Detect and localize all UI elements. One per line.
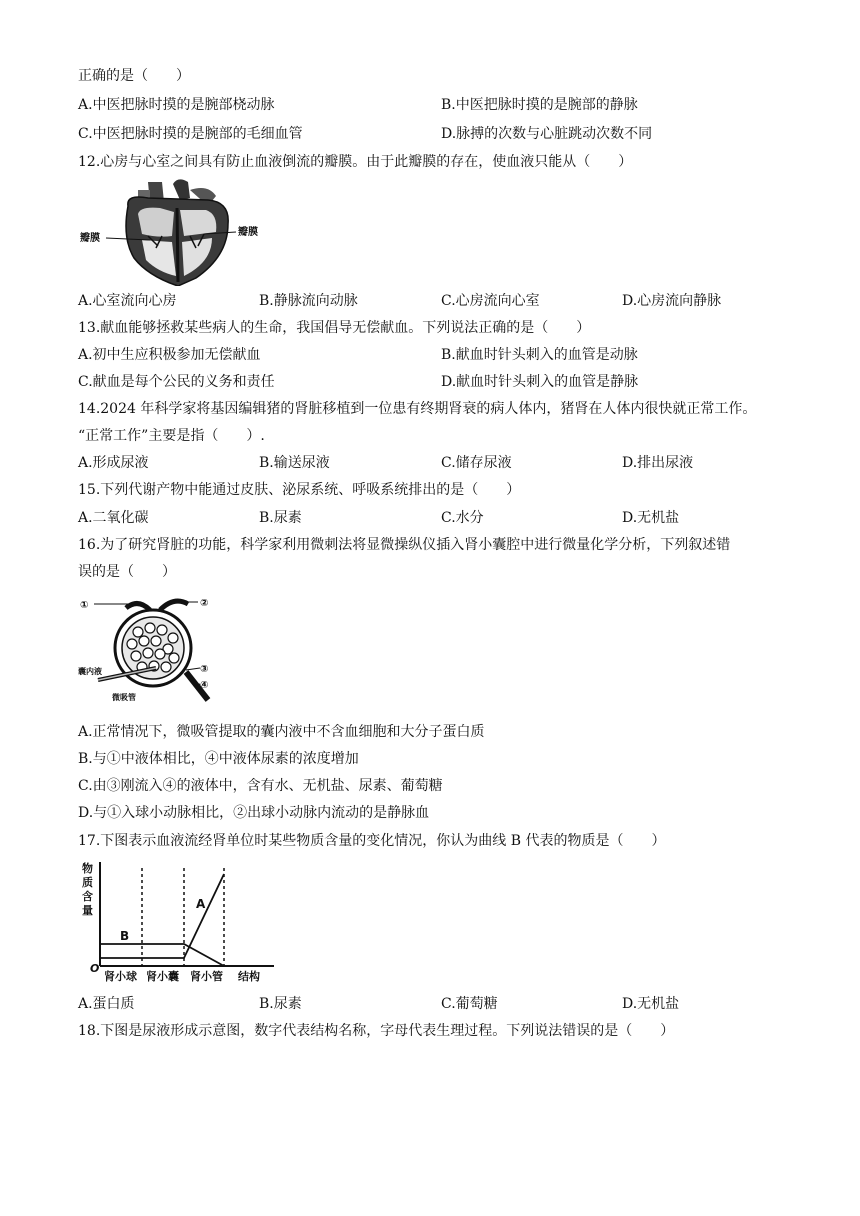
q12-stem: 12.心房与心室之间具有防止血液倒流的瓣膜。由于此瓣膜的存在，使血液只能从（ ） [78,154,633,170]
q16-option-d[interactable]: D.与①入球小动脉相比，②出球小动脉内流动的是静脉血 [78,805,430,821]
q15-option-c[interactable]: C.水分 [441,510,484,526]
curve-b-line [100,944,224,966]
q17-option-b[interactable]: B.尿素 [259,996,302,1012]
valve-label-right: 瓣膜 [238,227,258,238]
q15-option-d[interactable]: D.无机盐 [622,510,680,526]
q13-stem: 13.献血能够拯救某些病人的生命，我国倡导无偿献血。下列说法正确的是（ ） [78,320,591,336]
q15-option-b[interactable]: B.尿素 [259,510,302,526]
q14-option-a[interactable]: A.形成尿液 [78,455,149,471]
q14-option-d[interactable]: D.排出尿液 [622,455,694,471]
y-axis-label-3: 含 [82,890,93,903]
y-axis-label-2: 质 [82,876,93,889]
q11-option-c[interactable]: C.中医把脉时摸的是腕部的毛细血管 [78,126,303,142]
q16-stem-line2: 误的是（ ） [78,564,176,580]
label-4: ④ [200,680,209,691]
q15-stem: 15.下列代谢产物中能通过皮肤、泌尿系统、呼吸系统排出的是（ ） [78,482,521,498]
label-3: ③ [200,664,209,675]
q17-option-d[interactable]: D.无机盐 [622,996,680,1012]
q13-option-b[interactable]: B.献血时针头刺入的血管是动脉 [441,347,638,363]
x-tick-label-2: 肾小囊 [146,970,179,983]
q13-option-a[interactable]: A.初中生应积极参加无偿献血 [78,347,261,363]
q12-option-a[interactable]: A.心室流向心房 [78,293,177,309]
q17-option-a[interactable]: A.蛋白质 [78,996,135,1012]
series-b-label: B [120,929,130,943]
q12-option-c[interactable]: C.心房流向心室 [441,293,540,309]
q16-stem-line1: 16.为了研究肾脏的功能，科学家利用微刺法将显微操纵仪插入肾小囊腔中进行微量化学分析，下列叙述错 [78,537,731,553]
q11-option-b[interactable]: B.中医把脉时摸的是腕部的静脉 [441,97,638,113]
nephron-micropuncture-diagram [78,592,228,710]
label-1: ① [80,600,89,611]
label-capsular-fluid: 囊内液 [78,667,102,676]
q11-option-a[interactable]: A.中医把脉时摸的是腕部桡动脉 [78,97,275,113]
origin-label: O [90,962,100,975]
q17-stem: 17.下图表示血液流经肾单位时某些物质含量的变化情况，你认为曲线 B 代表的物质是（ ） [78,833,666,849]
q18-stem: 18.下图是尿液形成示意图，数字代表结构名称，字母代表生理过程。下列说法错误的是（ ） [78,1023,675,1039]
label-micropipette: 微吸管 [112,693,136,702]
y-axis-label-4: 量 [82,904,93,917]
q11-stem-continuation: 正确的是（ ） [78,68,190,84]
q16-option-c[interactable]: C.由③刚流入④的液体中，含有水、无机盐、尿素、葡萄糖 [78,778,443,794]
valve-label-left: 瓣膜 [80,233,100,244]
x-tick-label-1: 肾小球 [104,970,137,983]
q15-option-a[interactable]: A.二氧化碳 [78,510,149,526]
q11-option-d[interactable]: D.脉搏的次数与心脏跳动次数不同 [441,126,653,142]
x-tick-label-3: 肾小管 [190,970,223,983]
series-a-label: A [196,897,206,911]
q12-option-b[interactable]: B.静脉流向动脉 [259,293,358,309]
label-2: ② [200,598,209,609]
q13-option-c[interactable]: C.献血是每个公民的义务和责任 [78,374,275,390]
x-axis-label: 结构 [238,970,260,983]
q14-stem-line2: “正常工作”主要是指（ ）. [78,428,265,444]
q16-option-b[interactable]: B.与①中液体相比，④中液体尿素的浓度增加 [78,751,359,767]
curve-a-line [100,874,224,958]
q17-option-c[interactable]: C.葡萄糖 [441,996,498,1012]
y-axis-label-1: 物 [82,862,93,875]
q12-option-d[interactable]: D.心房流向静脉 [622,293,722,309]
q13-option-d[interactable]: D.献血时针头刺入的血管是静脉 [441,374,639,390]
substance-content-chart [78,856,288,986]
q14-option-b[interactable]: B.输送尿液 [259,455,330,471]
q14-stem-line1: 14.2024 年科学家将基因编辑猪的肾脏移植到一位患有终期肾衰的病人体内，猪肾在人体内很快就正常工作。 [78,401,757,417]
q16-option-a[interactable]: A.正常情况下，微吸管提取的囊内液中不含血细胞和大分子蛋白质 [78,724,485,740]
heart-diagram [78,176,268,286]
q14-option-c[interactable]: C.储存尿液 [441,455,512,471]
